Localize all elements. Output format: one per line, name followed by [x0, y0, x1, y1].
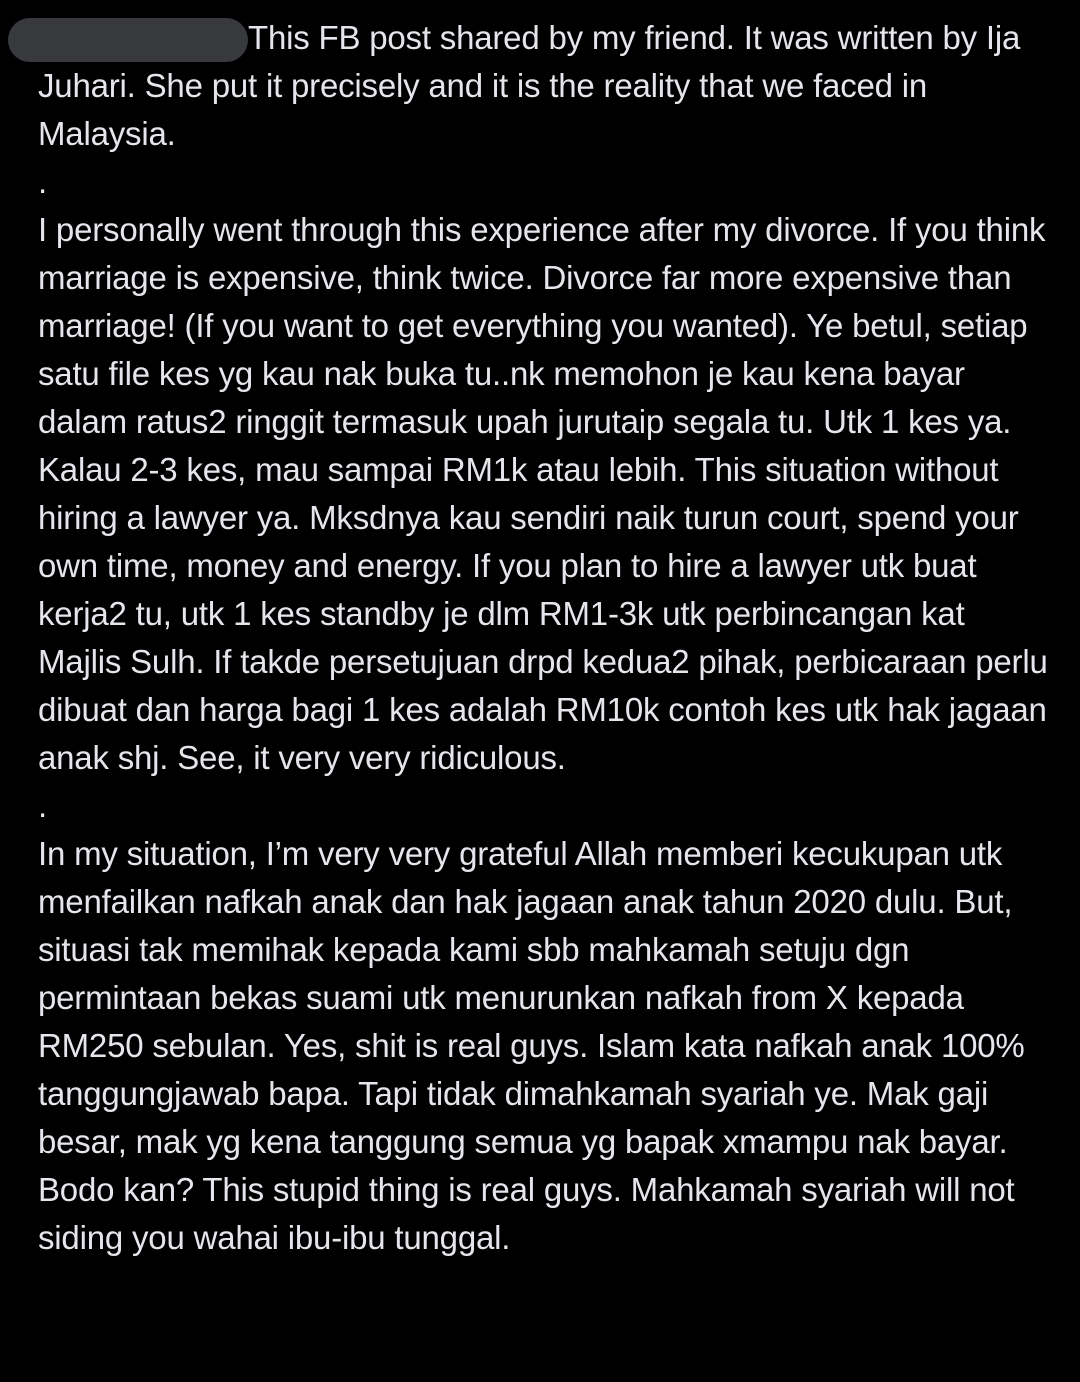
post-body: [38, 14, 1048, 1262]
post-paragraph-1: I personally went through this experience after my divorce. If you think marriage is expensive, think twice. Divorce far more expensive than marriage! (If you want to get everything you wanted). Ye betul, setiap satu file kes yg kau nak buka tu..nk memohon je kau kena bayar dalam ratus2 ringgit termasuk upah jurutaip segala tu. Utk 1 kes ya. Kalau 2-3 kes, mau sampai RM1k atau lebih. This situation without hiring a lawyer ya. Mksdnya kau sendiri naik turun court, spend your own time, money and energy. If you plan to hire a lawyer utk buat kerja2 tu, utk 1 kes standby je dlm RM1-3k utk perbincangan kat Majlis Sulh. If takde persetujuan drpd kedua2 pihak, perbicaraan perlu dibuat dan harga bagi 1 kes adalah RM10k contoh kes utk hak jagaan anak shj. See, it very very ridiculous.: [38, 211, 1048, 776]
redacted-author-name: [8, 18, 248, 62]
post-intro: [38, 14, 1048, 158]
post-intro-text: This FB post shared by my friend. It was written by Ija Juhari. She put it precisely and it is the reality that we faced in Malaysia.: [38, 19, 1021, 152]
paragraph-separator: .: [38, 787, 47, 824]
post-paragraph-2: In my situation, I’m very very grateful Allah memberi kecukupan utk menfailkan nafkah anak dan hak jagaan anak tahun 2020 dulu. But, situasi tak memihak kepada kami sbb mahkamah setuju dgn permintaan bekas suami utk menurunkan nafkah from X kepada RM250 sebulan. Yes, shit is real guys. Islam kata nafkah anak 100% tanggungjawab bapa. Tapi tidak dimahkamah syariah ye. Mak gaji besar, mak yg kena tanggung semua yg bapak xmampu nak bayar. Bodo kan? This stupid thing is real guys. Mahkamah syariah will not siding you wahai ibu-ibu tunggal.: [38, 835, 1025, 1256]
paragraph-separator: .: [38, 163, 47, 200]
